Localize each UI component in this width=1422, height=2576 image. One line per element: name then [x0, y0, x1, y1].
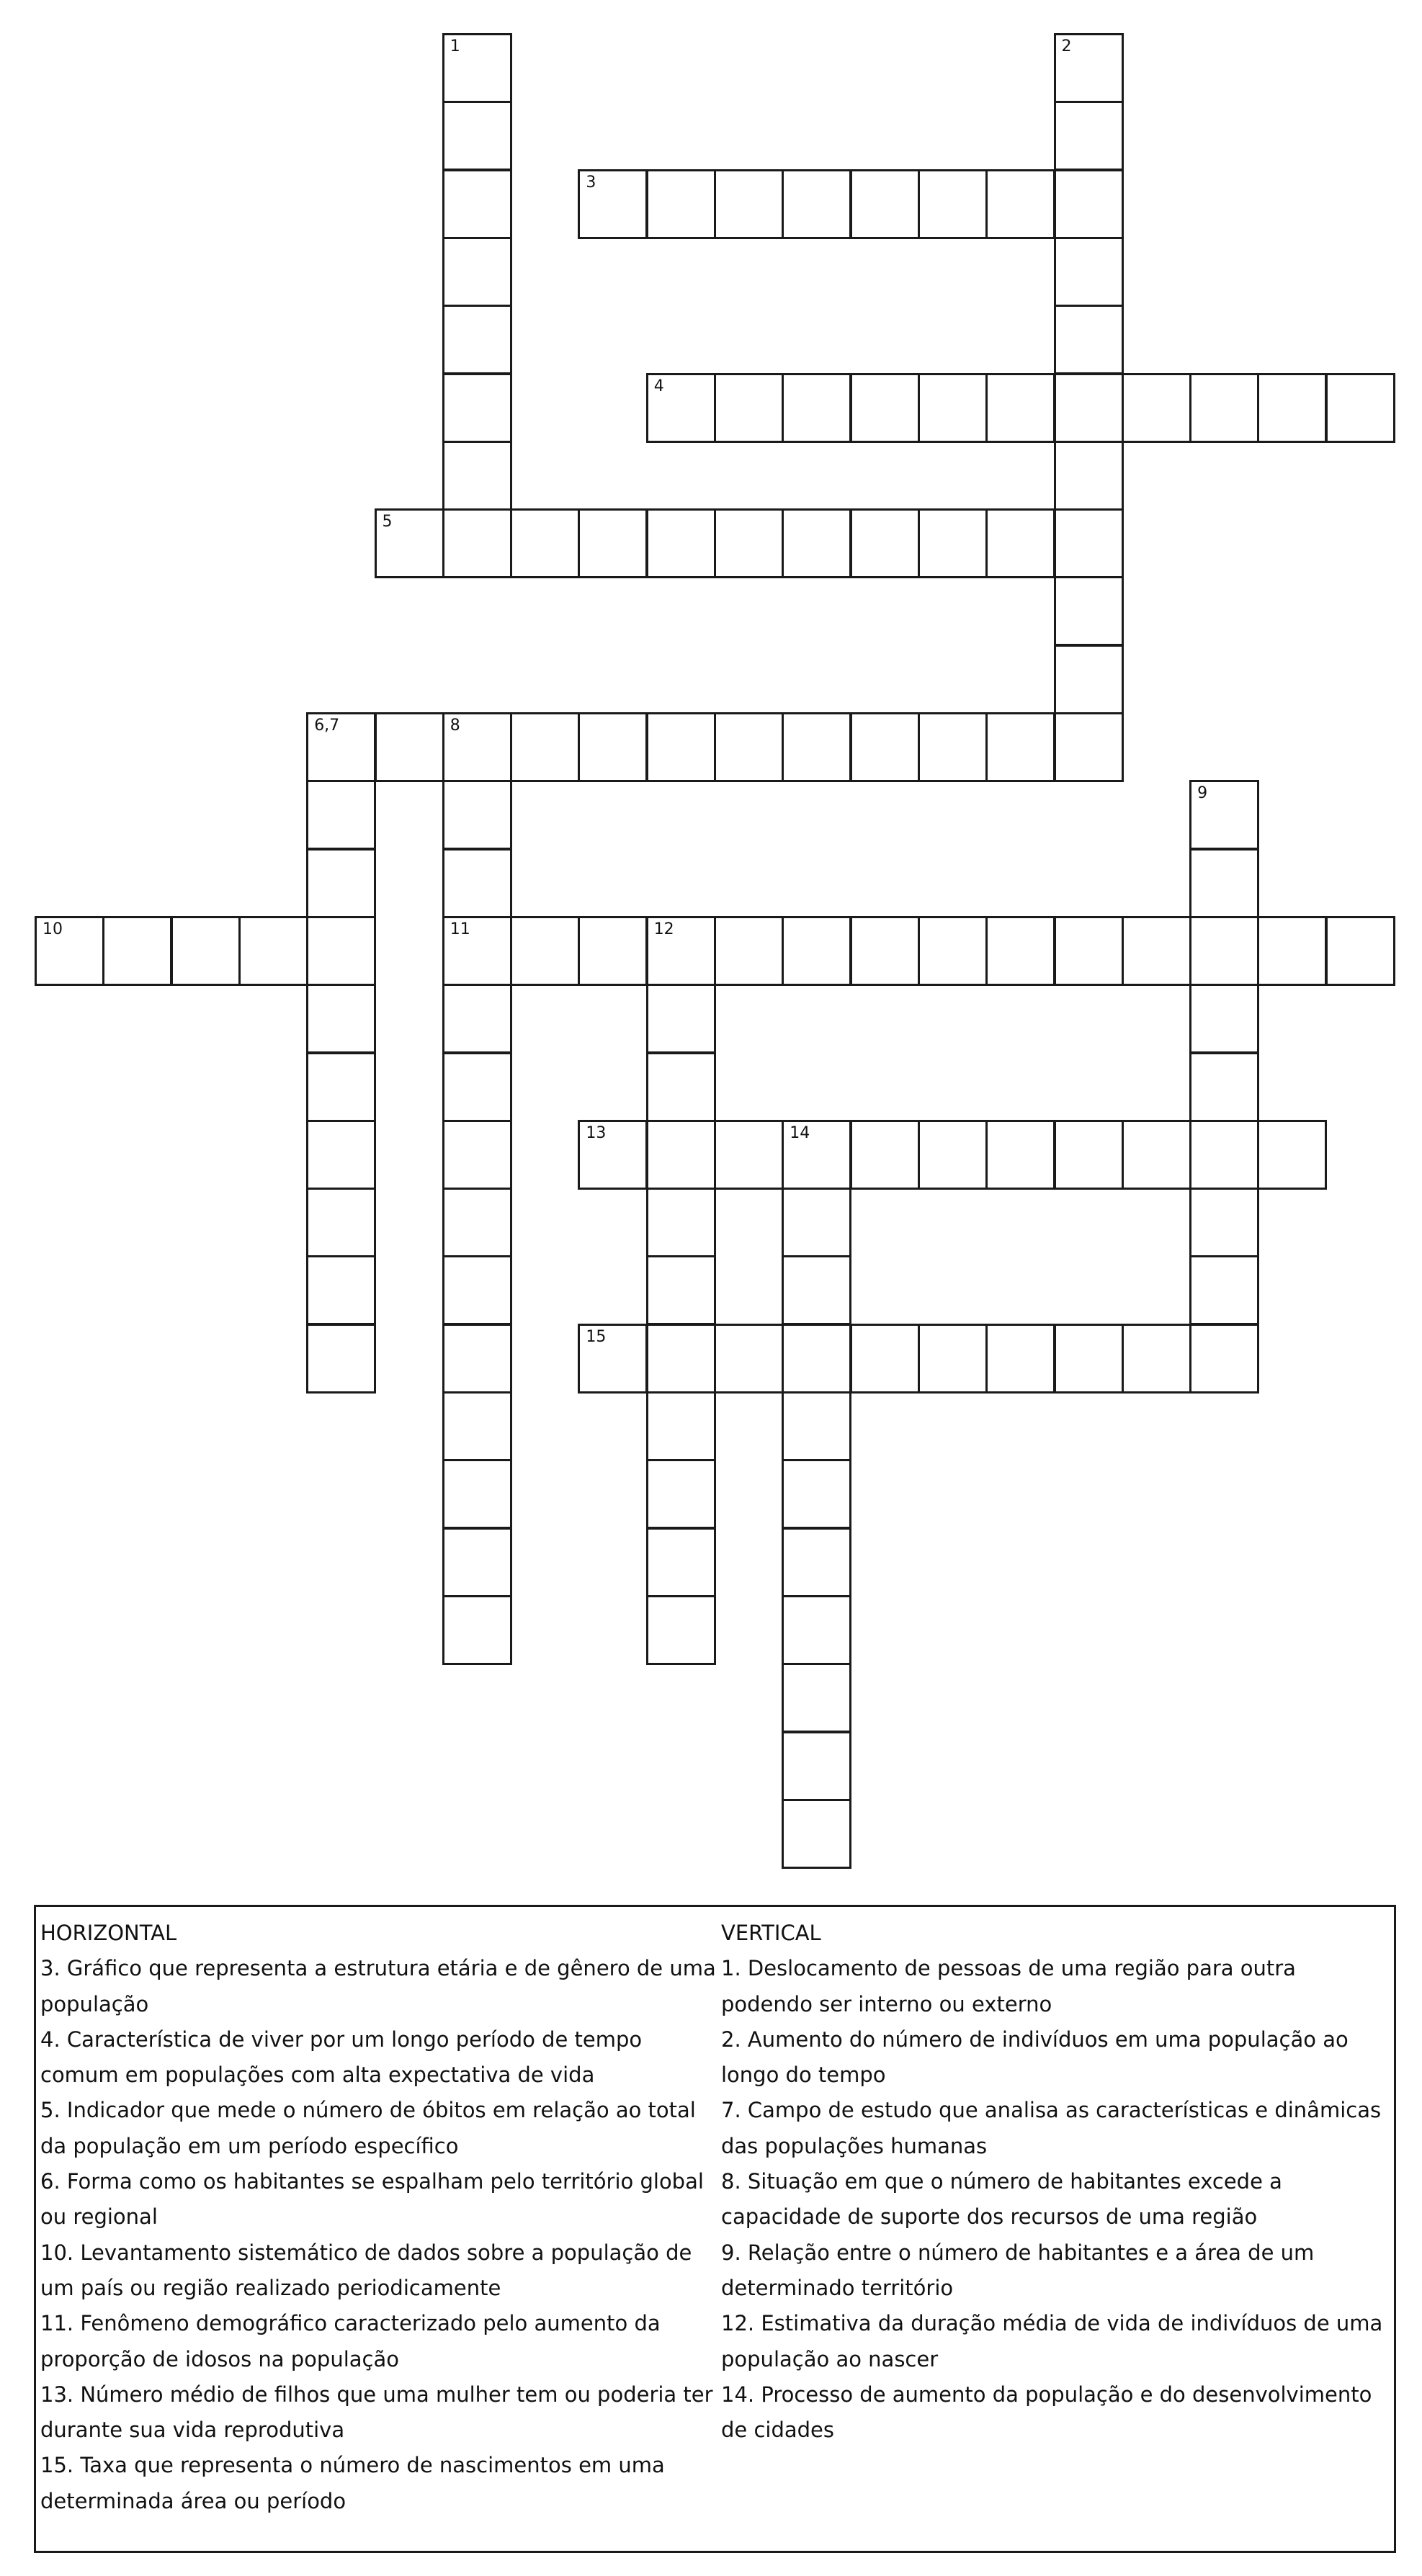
- grid-cell[interactable]: [510, 508, 580, 578]
- grid-cell[interactable]: [850, 1324, 920, 1394]
- clue-item: 2. Aumento do número de indivíduos em uma população ao longo do tempo: [721, 2027, 1349, 2088]
- grid-cell[interactable]: [1257, 373, 1327, 443]
- grid-cell[interactable]: [442, 33, 512, 103]
- clue-item: 12. Estimativa da duração média de vida de indivíduos de uma população ao nascer: [721, 2311, 1383, 2371]
- clue-number: 6,7: [314, 717, 340, 735]
- grid-cell[interactable]: [1054, 33, 1124, 103]
- grid-cell[interactable]: [1189, 916, 1259, 986]
- clue-number: 14: [790, 1123, 810, 1142]
- horizontal-clues: [40, 1916, 717, 2519]
- grid-cell[interactable]: [918, 169, 988, 239]
- grid-cell[interactable]: [850, 1120, 920, 1190]
- grid-cell[interactable]: [850, 712, 920, 782]
- clue-number: 15: [586, 1327, 607, 1346]
- grid-cell[interactable]: [1054, 645, 1124, 714]
- grid-cell[interactable]: [578, 169, 648, 239]
- clue-number: 10: [43, 920, 63, 938]
- grid-cell[interactable]: [442, 1459, 512, 1529]
- grid-cell[interactable]: [918, 916, 988, 986]
- grid-cell[interactable]: [1189, 373, 1259, 443]
- clue-number: 1: [450, 37, 460, 55]
- clue-item: 15. Taxa que representa o número de nascimentos em uma determinada área ou período: [40, 2453, 665, 2513]
- grid-cell[interactable]: [646, 1459, 716, 1529]
- grid-cell[interactable]: [782, 1663, 851, 1733]
- clue-item: 13. Número médio de filhos que uma mulher tem ou poderia ter durante sua vida reprodutiva: [40, 2382, 713, 2443]
- grid-cell[interactable]: [306, 916, 376, 986]
- clue-number: 8: [450, 717, 460, 735]
- grid-cell[interactable]: [646, 712, 716, 782]
- clue-item: 6. Forma como os habitantes se espalham pelo território global ou regional: [40, 2169, 704, 2230]
- grid-cell[interactable]: [306, 848, 376, 918]
- grid-cell[interactable]: [646, 1052, 716, 1122]
- grid-cell[interactable]: [782, 1527, 851, 1597]
- grid-cell[interactable]: [714, 916, 784, 986]
- grid-cell[interactable]: [306, 1052, 376, 1122]
- clue-item: 7. Campo de estudo que analisa as características e dinâmicas das populações humanas: [721, 2098, 1382, 2158]
- grid-cell[interactable]: [985, 712, 1055, 782]
- clue-number: 9: [1197, 784, 1208, 803]
- horizontal-heading: HORIZONTAL: [40, 1921, 177, 1945]
- grid-cell[interactable]: [918, 1324, 988, 1394]
- clue-number: 12: [653, 920, 674, 938]
- grid-cell[interactable]: [1189, 780, 1259, 850]
- grid-cell[interactable]: [1054, 712, 1124, 782]
- grid-cell[interactable]: [578, 1324, 648, 1394]
- grid-cell[interactable]: [850, 508, 920, 578]
- grid-cell[interactable]: [646, 916, 716, 986]
- clue-item: 1. Deslocamento de pessoas de uma região para outra podendo ser interno ou externo: [721, 1956, 1296, 2016]
- grid-cell[interactable]: [442, 1324, 512, 1394]
- grid-cell[interactable]: [985, 916, 1055, 986]
- clue-number: 3: [586, 173, 596, 192]
- grid-cell[interactable]: [646, 508, 716, 578]
- grid-cell[interactable]: [782, 1255, 851, 1325]
- grid-cell[interactable]: [442, 1255, 512, 1325]
- grid-cell[interactable]: [1257, 1120, 1327, 1190]
- grid-cell[interactable]: [985, 169, 1055, 239]
- grid-cell[interactable]: [985, 1324, 1055, 1394]
- grid-cell[interactable]: [306, 1255, 376, 1325]
- grid-cell[interactable]: [1122, 1120, 1191, 1190]
- grid-cell[interactable]: [714, 169, 784, 239]
- grid-cell[interactable]: [918, 1120, 988, 1190]
- grid-cell[interactable]: [306, 1120, 376, 1190]
- grid-cell[interactable]: [646, 984, 716, 1054]
- grid-cell[interactable]: [442, 508, 512, 578]
- clue-number: 13: [586, 1123, 607, 1142]
- grid-cell[interactable]: [442, 373, 512, 443]
- clue-number: 2: [1061, 37, 1072, 55]
- grid-cell[interactable]: [578, 712, 648, 782]
- grid-cell[interactable]: [918, 712, 988, 782]
- grid-cell[interactable]: [782, 1799, 851, 1869]
- clue-item: 3. Gráfico que representa a estrutura etária e de gênero de uma população: [40, 1956, 716, 2016]
- grid-cell[interactable]: [1325, 373, 1395, 443]
- grid-cell[interactable]: [714, 1120, 784, 1190]
- grid-cell[interactable]: [442, 441, 512, 511]
- clue-box: [34, 1905, 1396, 2553]
- grid-cell[interactable]: [510, 712, 580, 782]
- grid-cell[interactable]: [35, 916, 104, 986]
- grid-cell[interactable]: [442, 169, 512, 239]
- grid-cell[interactable]: [1054, 441, 1124, 511]
- clue-item: 14. Processo de aumento da população e do desenvolvimento de cidades: [721, 2382, 1372, 2443]
- grid-cell[interactable]: [442, 1188, 512, 1257]
- grid-cell[interactable]: [442, 1527, 512, 1597]
- grid-cell[interactable]: [375, 508, 444, 578]
- grid-cell[interactable]: [918, 508, 988, 578]
- grid-cell[interactable]: [1189, 1324, 1259, 1394]
- grid-cell[interactable]: [306, 1324, 376, 1394]
- grid-cell[interactable]: [1257, 916, 1327, 986]
- grid-cell[interactable]: [1054, 101, 1124, 171]
- grid-cell[interactable]: [1054, 576, 1124, 646]
- grid-cell[interactable]: [442, 101, 512, 171]
- grid-cell[interactable]: [985, 508, 1055, 578]
- grid-cell[interactable]: [442, 916, 512, 986]
- grid-cell[interactable]: [646, 1527, 716, 1597]
- grid-cell[interactable]: [1189, 1255, 1259, 1325]
- grid-cell[interactable]: [646, 1120, 716, 1190]
- grid-cell[interactable]: [782, 1324, 851, 1394]
- grid-cell[interactable]: [646, 1391, 716, 1461]
- grid-cell[interactable]: [646, 1255, 716, 1325]
- grid-cell[interactable]: [306, 1188, 376, 1257]
- grid-cell[interactable]: [714, 373, 784, 443]
- grid-cell[interactable]: [510, 916, 580, 986]
- grid-cell[interactable]: [306, 984, 376, 1054]
- grid-cell[interactable]: [442, 780, 512, 850]
- grid-cell[interactable]: [171, 916, 241, 986]
- grid-cell[interactable]: [714, 508, 784, 578]
- grid-cell[interactable]: [1054, 373, 1124, 443]
- grid-cell[interactable]: [1054, 305, 1124, 374]
- grid-cell[interactable]: [1054, 237, 1124, 307]
- grid-cell[interactable]: [1189, 1052, 1259, 1122]
- grid-cell[interactable]: [782, 1188, 851, 1257]
- grid-cell[interactable]: [578, 1120, 648, 1190]
- grid-cell[interactable]: [646, 1595, 716, 1665]
- grid-cell[interactable]: [1122, 1324, 1191, 1394]
- grid-cell[interactable]: [782, 712, 851, 782]
- grid-cell[interactable]: [1054, 508, 1124, 578]
- grid-cell[interactable]: [1054, 1120, 1124, 1190]
- clue-item: 8. Situação em que o número de habitantes excede a capacidade de suporte dos recursos de uma região: [721, 2169, 1282, 2230]
- grid-cell[interactable]: [1054, 916, 1124, 986]
- grid-cell[interactable]: [442, 305, 512, 374]
- grid-cell[interactable]: [442, 712, 512, 782]
- grid-cell[interactable]: [782, 1391, 851, 1461]
- grid-cell[interactable]: [1189, 848, 1259, 918]
- clue-item: 4. Característica de viver por um longo período de tempo comum em populações com alta expectativa de vida: [40, 2027, 643, 2088]
- vertical-clues: [721, 1916, 1391, 2448]
- clue-number: 5: [382, 513, 393, 531]
- grid-cell[interactable]: [442, 237, 512, 307]
- grid-cell[interactable]: [646, 373, 716, 443]
- grid-cell[interactable]: [442, 1595, 512, 1665]
- grid-cell[interactable]: [985, 373, 1055, 443]
- grid-cell[interactable]: [850, 169, 920, 239]
- grid-cell[interactable]: [1189, 984, 1259, 1054]
- grid-cell[interactable]: [442, 848, 512, 918]
- grid-cell[interactable]: [375, 712, 444, 782]
- grid-cell[interactable]: [646, 1324, 716, 1394]
- vertical-heading: VERTICAL: [721, 1921, 821, 1945]
- grid-cell[interactable]: [985, 1120, 1055, 1190]
- grid-cell[interactable]: [306, 780, 376, 850]
- grid-cell[interactable]: [442, 1120, 512, 1190]
- grid-cell[interactable]: [442, 1391, 512, 1461]
- grid-cell[interactable]: [1054, 1324, 1124, 1394]
- grid-cell[interactable]: [442, 984, 512, 1054]
- grid-cell[interactable]: [1189, 1188, 1259, 1257]
- grid-cell[interactable]: [782, 1459, 851, 1529]
- grid-cell[interactable]: [918, 373, 988, 443]
- grid-cell[interactable]: [782, 1731, 851, 1801]
- grid-cell[interactable]: [1325, 916, 1395, 986]
- clue-item: 9. Relação entre o número de habitantes e a área de um determinado território: [721, 2240, 1315, 2300]
- grid-cell[interactable]: [102, 916, 172, 986]
- grid-cell[interactable]: [850, 373, 920, 443]
- grid-cell[interactable]: [850, 916, 920, 986]
- clue-number: 11: [450, 920, 470, 938]
- grid-cell[interactable]: [646, 169, 716, 239]
- grid-cell[interactable]: [1122, 373, 1191, 443]
- clue-item: 5. Indicador que mede o número de óbitos em relação ao total da população em um período específico: [40, 2098, 696, 2158]
- grid-cell[interactable]: [238, 916, 308, 986]
- grid-cell[interactable]: [442, 1052, 512, 1122]
- grid-cell[interactable]: [782, 1595, 851, 1665]
- grid-cell[interactable]: [306, 712, 376, 782]
- grid-cell[interactable]: [782, 373, 851, 443]
- grid-cell[interactable]: [782, 508, 851, 578]
- grid-cell[interactable]: [1054, 169, 1124, 239]
- clue-number: 4: [653, 377, 664, 395]
- grid-cell[interactable]: [1189, 1120, 1259, 1190]
- grid-cell[interactable]: [782, 1120, 851, 1190]
- grid-cell[interactable]: [646, 1188, 716, 1257]
- grid-cell[interactable]: [714, 1324, 784, 1394]
- clue-item: 11. Fenômeno demográfico caracterizado pelo aumento da proporção de idosos na população: [40, 2311, 661, 2371]
- grid-cell[interactable]: [578, 916, 648, 986]
- grid-cell[interactable]: [714, 712, 784, 782]
- clue-item: 10. Levantamento sistemático de dados sobre a população de um país ou região realizado periodicamente: [40, 2240, 692, 2300]
- grid-cell[interactable]: [782, 916, 851, 986]
- grid-cell[interactable]: [578, 508, 648, 578]
- grid-cell[interactable]: [782, 169, 851, 239]
- grid-cell[interactable]: [1122, 916, 1191, 986]
